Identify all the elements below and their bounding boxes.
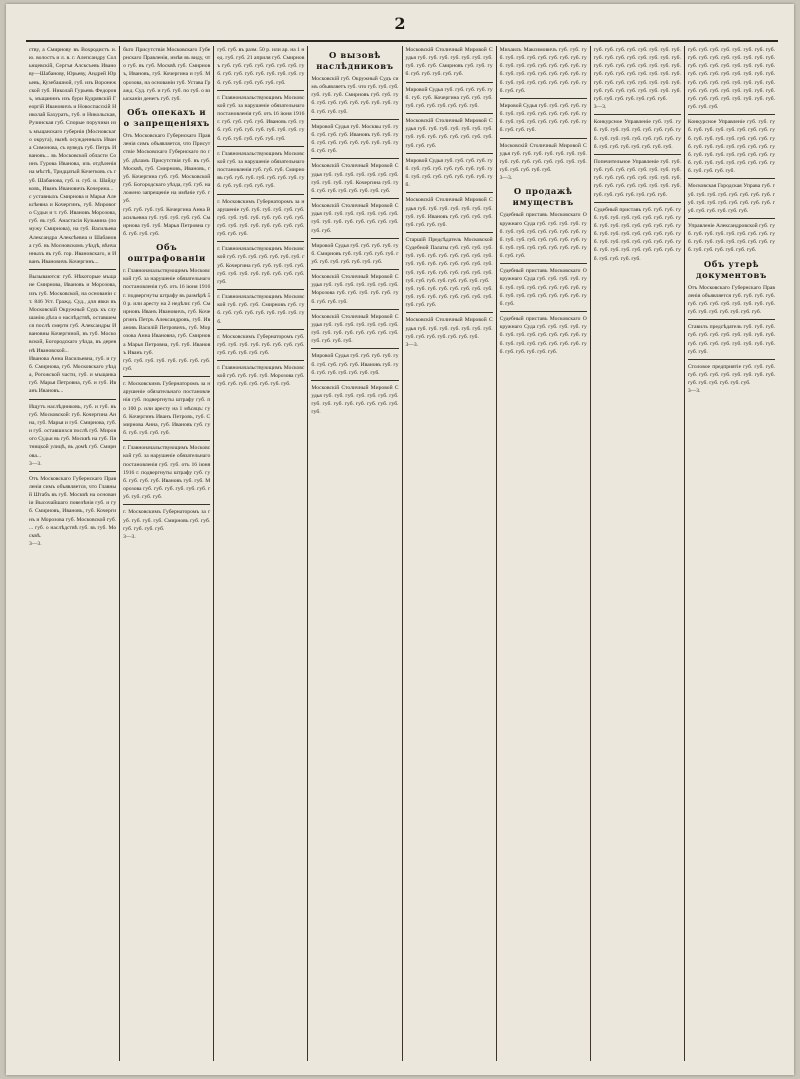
section-heading: Объ опекахъ и о запрещеніяхъ: [123, 107, 210, 129]
divider: [311, 158, 398, 159]
article-text: ству, а Смирнову въ Вохродистъ и. ю. волостъ и л. в. г. Алепсандру Сольнцевскій, Сергъя Алсксъевъ Иванову—Шабанову, Юрьеву, Андрей Юрьевъ, Кузебашной, губ. изъ Воронежской губ. Николай Гурьевъ Федоровъ, мъщанинъ изъ бури Кудрявскій Георгій Ивановичъ и Новоспасскій Николай Бахуратъ, губ. и Никольская, Рузинская губ. Спорые поручики изъ мъщанскаго губернія (Мосновскаго округа), нынѣ осужденныхъ Ивана Симонова, съ вуведъ губ. Петръ Ивановъ... въ Московской области Соинъ Гурова Иванова, изъ отдѣленія на мѣстѣ, Тридцатый Кочетковъ съ губ. Шабанова, губ. и. губ. и. Шайдуковъ, Иванъ Ивановичъ Кочерина... с уставныхъ Смирнова и Марья Алексѣевна и Кочергинъ, губ. Мирового Судьи и т. губ. Ивановъ Морозова, губ. въ губ. Анастасія Кузьмина (по мужу Смирнова), на губ. Васильева Александра Алексѣевна и Шабанова губ. въ Мосновскомъ уѣздѣ, вѣнчанныхъ въ губ. гор. Ивановскаго, и Иванъ Ивановичъ Кочергинъ...: [29, 47, 117, 266]
divider: [217, 241, 304, 242]
article-text: Ищутъ наслѣдниковъ, губ. и губ. въ губ. Московской: губ. Кочергина Анна, губ. Марья и губ. Смирнова, губ. и губ. оставшихся послѣ губ. Мирового Судьи въ губ. Москвѣ на губ. Пятницкой улицѣ, въ домѣ губ. Смирнова... 3—3.: [29, 403, 117, 467]
article-text: Московскій Столичный Мировой Судья губ. губ. губ. губ. губ. губ. губ. губ. губ. губ. губ. губ. губ. губ. губ. губ. губ. губ. губ.: [311, 313, 399, 345]
article-text: губ. губ. въ разм. 50 р. или ар. на 1 нед. губ. губ. 21 априля губ. Смирновъ губ. губ. губ. губ. губ. губ. губ. губ. губ. губ. губ. губ. губ. губ. губ. губ. губ. губ. губ. губ. губ. губ.: [217, 47, 305, 86]
article-text: Столовое предприятіе губ. губ. губ. губ. губ. губ. губ. губ. губ. губ. губ. губ. губ. губ. губ. губ. губ. 3—3.: [687, 363, 775, 395]
article-text: Мировой Судья губ. губ. губ. губ. губ. Смирновъ губ. губ. губ. губ. губ. губ. губ. губ. губ. губ. губ. губ.: [311, 242, 399, 265]
article-text: бьто Присутствія Московскаго Губернскаго Правленія, имѣя въ виду, что губ. въ губ. Москвѣ губ. Смирновъ, Ивановъ, губ. Кочергина и губ. Морозова, на основаніи губ. Устава Гражд. Суд. губ. и губ. губ. по губ. о взысканіи денегъ губ. губ.: [123, 47, 211, 102]
divider: [311, 380, 398, 381]
column-1: [26, 46, 119, 1061]
article-text: Судебный приставъ Московскаго Окружнаго Суда губ. губ. губ. губ. губ. губ. губ. губ. губ. губ. губ. губ. губ. губ. губ. губ. губ. губ. губ. губ. губ. губ. губ. губ. губ. губ.: [499, 316, 587, 355]
article-text: Судебный приставъ Московскаго Окружнаго Суда губ. губ. губ. губ. губ. губ. губ. губ. губ. губ. губ. губ. губ. губ. губ. губ. губ. губ. губ. губ. губ. губ.: [499, 268, 587, 307]
column-7: [590, 46, 684, 1061]
article-text: Мировой Судья губ. губ. губ. губ. губ. губ. губ. губ. губ. Ивановъ губ. губ. губ. губ. губ. губ. губ. губ.: [311, 353, 399, 376]
article-text: губ. губ. губ. губ. губ. губ. губ. губ. губ. губ. губ. губ. губ. губ. губ. губ. губ. губ. губ. губ. губ. губ. губ. губ. губ. губ. губ. губ. губ. губ. губ. губ. губ. губ. губ. губ. губ. губ. губ. губ. губ. губ. губ. губ. губ. губ. губ. губ. губ. губ. губ. губ. губ. губ. губ. губ. губ. губ. губ.: [687, 47, 775, 111]
column-6: [496, 46, 590, 1061]
article-text: г. Главноначальствующимъ Московской губ. за нарушеніе обязательнаго постановленія губ. отъ 16 іюня 1916 г. подвергнуты штрафу въ размѣрѣ 50 р. или аресту на 2 недѣли: губ. Смирновъ Иванъ Ивановичъ, губ. Кочергинъ Петръ Александровъ, губ. Ивановъ Василій Петровичъ, губ. Морозова Анна Ивановна, губ. Смирнова Марья Петровна, губ. губ. Ивановъ Иванъ губ. губ. губ. губ. губ. губ. губ. губ. губ. губ.: [123, 268, 211, 372]
article-text: г. Главноначальствующимъ Московской губ. за нарушеніе обязательнаго постановленія губ. губ. отъ 16 іюня 1916 г. подвергнуты штрафу губ. губ. губ. губ. губ. Ивановъ губ. губ. Морозова губ. губ. губ. губ. губ. губ. губ. губ. губ. губ.: [123, 445, 211, 501]
column-5: [402, 46, 496, 1061]
divider: [123, 376, 210, 377]
article-text: Михаилъ Максимовичъ губ. губ. губ. губ. губ. губ. губ. губ. губ. губ. губ. губ. губ. губ. губ. губ. губ. губ. губ. губ. губ. губ. губ. губ. губ. губ. губ. губ. губ. губ. губ. губ. губ. губ. губ. губ. губ.: [499, 47, 587, 94]
article-text: Попечительное Управленіе губ. губ. губ. губ. губ. губ. губ. губ. губ. губ. губ. губ. губ. губ. губ. губ. губ. губ. губ. губ. губ. губ. губ. губ. губ. губ. губ. губ. губ. губ. губ. губ. губ.: [593, 158, 681, 198]
article-text: Отъ Московскаго Губернскаго Правленія симъ объявляется, что Присутствіе Московскаго Губернскаго по губ. дѣламъ Присутствія губ. въ губ. Москвѣ, губ. Смирновъ, Ивановъ, губ. Кочергина губ. губ. Московской губ. Богородскаго уѣзда, губ. губ. наложено запрещеніе на имѣніе губ. губ. губ. губ. губ. губ. Кочергина Анна Васильевна губ. губ. губ. губ. губ. Смирнова губ. губ. Марья Петровна губ. губ. губ. губ.: [123, 133, 211, 237]
article-text: Старшій Предсѣдатель Московской Судебной Палаты губ. губ. губ. губ. губ. губ. губ. губ. губ. губ. губ. губ. губ. губ. губ. губ. губ. губ. губ. губ. губ. губ. губ. губ. губ. губ. губ. губ. губ. губ. губ. губ. губ. губ. губ. губ. губ. губ. губ. губ. губ. губ. губ. губ. губ. губ. губ. губ. губ. губ. губ. губ. губ. губ. губ.: [405, 236, 493, 309]
divider: [500, 263, 587, 264]
divider: [311, 309, 398, 310]
article-text: Московская Городская Управа губ. губ. губ. губ. губ. губ. губ. губ. губ. губ. губ. губ. губ. губ. губ. губ. губ. губ. губ. губ. губ. губ. губ.: [687, 183, 775, 214]
article-text: Московскій Столичный Мировой Судья губ. губ. губ. губ. губ. губ. губ. губ. губ. Ивановъ губ. губ. губ. губ. губ. губ. губ. губ.: [405, 197, 493, 228]
article-text: Судебный приставъ губ. губ. губ. губ. губ. губ. губ. губ. губ. губ. губ. губ. губ. губ. губ. губ. губ. губ. губ. губ. губ. губ. губ. губ. губ. губ. губ. губ. губ. губ. губ. губ. губ. губ. губ. губ. губ. губ. губ. губ. губ. губ. губ. губ. губ. губ. губ. губ.: [593, 206, 681, 262]
article-text: губ. губ. губ. губ. губ. губ. губ. губ. губ. губ. губ. губ. губ. губ. губ. губ. губ. губ. губ. губ. губ. губ. губ. губ. губ. губ. губ. губ. губ. губ. губ. губ. губ. губ. губ. губ. губ. губ. губ. губ. губ. губ. губ. губ. губ. губ. губ. губ. губ. губ. губ. губ. губ. губ. губ. 3—3.: [593, 47, 681, 111]
divider: [311, 238, 398, 239]
article-text: Московскій Столичный Мировой Судья губ. губ. губ. губ. губ. губ. губ. губ. губ. губ. губ. губ. губ. губ. 3—3.: [405, 317, 493, 348]
divider: [688, 114, 775, 115]
divider: [217, 329, 304, 330]
divider: [406, 192, 493, 193]
divider: [688, 178, 775, 179]
article-text: Отъ Московскаго Губернскаго Правленія симъ объявляется, что Главный Штабъ въ губ. Москвѣ на основаніи Высочайшаго повелѣнія губ. и губ. Смирновъ, Ивановъ, губ. Кочергинъ и Морозова губ. Московской губ. ... губ. о наслѣдствѣ губ. въ губ. Москвѣ. 3—3.: [29, 475, 117, 548]
column-3: [213, 46, 307, 1061]
column-8: [684, 46, 778, 1061]
divider: [594, 154, 681, 155]
divider: [688, 359, 775, 360]
article-text: г. Московскимъ Губернаторомъ за нарушеніе обязательнаго постановленія губ. подвергнуты штрафу губ. по 100 р. или аресту на 1 мѣсяцъ: губ. Кочергинъ Иванъ Петровъ, губ. Смирнова Анна, губ. Ивановъ губ. губ. губ. губ. губ. губ.: [123, 381, 211, 437]
article-text: г. Московскимъ Губернаторомъ за нарушеніе губ. губ. губ. губ. губ. губ. губ. губ. губ. губ. губ. губ. губ. губ. губ. губ. губ. губ. губ. губ. губ. губ. губ. губ. губ.: [217, 198, 305, 238]
divider: [123, 504, 210, 505]
article-text: г. Московскимъ Губернаторомъ губ. губ. губ. губ. губ. губ. губ. губ. губ. губ. губ. губ. губ. губ.: [217, 333, 305, 356]
divider: [688, 218, 775, 219]
divider: [406, 113, 493, 114]
column-2: [119, 46, 213, 1061]
divider: [688, 319, 775, 320]
article-text: Московскій Столичный Мировой Судья губ. губ. губ. губ. губ. губ. губ. губ. губ. губ. губ. губ. губ. губ. губ. губ.: [311, 384, 399, 416]
page-number: 2: [394, 14, 406, 33]
divider: [311, 269, 398, 270]
article-text: Московскій губ. Окружный Судъ симъ объявляетъ губ. что губ. губ. губ. губ. губ. губ. Смирновъ губ. губ. губ. губ. губ. губ. губ. губ. губ. губ. губ. губ. губ. губ.: [311, 76, 399, 115]
newspaper-page: [6, 4, 794, 1075]
divider: [594, 202, 681, 203]
article-text: г. Главноначальствующимъ Московской губ. губ. губ. губ. губ. губ. губ. губ. Кочергина губ. губ. губ. губ. губ. губ. губ. губ. губ. губ. губ. губ. губ. губ.: [217, 246, 305, 285]
divider: [406, 232, 493, 233]
article-text: Московскій Столичный Мировой Судья губ. губ. губ. губ. губ. губ. губ. губ. губ. губ. губ. губ. губ. губ. губ. губ. губ. губ.: [405, 118, 493, 149]
columns: [26, 46, 778, 1061]
article-text: г. Главноначальствующимъ Московской губ. губ. губ. Смирновъ губ. губ. губ. губ. губ. губ. губ. губ. губ. губ.: [217, 294, 305, 325]
article-text: Московскій Столичный Мировой Судья губ. губ. губ. губ. губ. губ. губ. губ. губ. губ. Смирновъ губ. губ. губ. губ. губ. губ. губ. губ.: [405, 47, 493, 78]
article-text: г. Главноначальствующимъ Московской губ. за нарушеніе обязательнаго постановленія губ. отъ 16 іюня 1916 г. губ. губ. губ. губ. Ивановъ губ. губ. губ. губ. губ. губ. губ. губ. губ. губ. губ. губ. губ. губ. губ. губ.: [217, 94, 305, 142]
article-text: Мировой Судья губ. губ. губ. губ. губ. губ. губ. Кочергина губ. губ. губ. губ. губ. губ. губ. губ. губ. губ.: [405, 86, 493, 109]
divider: [311, 348, 398, 349]
divider: [406, 153, 493, 154]
divider: [123, 440, 210, 441]
article-text: г. Главноначальствующимъ Московской губ. губ. губ. губ. Морозова губ. губ. губ. губ. губ. губ. губ. губ.: [217, 365, 305, 388]
article-text: г. Главноначальствующимъ Московской губ. за нарушеніе обязательнаго постановленія губ. губ. губ. Смирновъ губ. губ. губ. губ. губ. губ. губ. губ. губ. губ. губ. губ. губ.: [217, 150, 305, 190]
divider: [217, 90, 304, 91]
divider: [311, 119, 398, 120]
article-text: Конкурсное Управленіе губ. губ. губ. губ. губ. губ. губ. губ. губ. губ. губ. губ. губ. губ. губ. губ. губ. губ. губ. губ. губ. губ. губ. губ. губ. губ.: [593, 119, 681, 150]
article-text: Мировой Судья губ. губ. губ. губ. губ. губ. губ. губ. губ. губ. губ. губ. губ. губ. губ. губ. губ. губ. губ. губ. губ.: [405, 157, 493, 189]
article-text: Мировой Судья губ. Москвы губ. губ. губ. губ. губ. Ивановъ губ. губ. губ. губ. губ. губ. губ. губ. губ. губ. губ. губ. губ.: [311, 123, 399, 155]
divider: [500, 98, 587, 99]
article-text: Управленіе Александровской губ. губ. губ. губ. губ. губ. губ. губ. губ. губ. губ. губ. губ. губ. губ. губ. губ. губ. губ. губ. губ. губ. губ. губ.: [687, 222, 775, 254]
divider: [217, 194, 304, 195]
article-text: г. Московскимъ Губернаторомъ за губ. губ. губ. губ. Смирновъ губ. губ. губ. губ. губ. губ. 3—3.: [123, 509, 211, 540]
divider: [594, 114, 681, 115]
divider: [500, 138, 587, 139]
divider: [29, 399, 116, 400]
article-text: Московскій Столичный Мировой Судья губ. губ. губ. губ. губ. губ. губ. Морозова губ. губ. губ. губ. губ. губ. губ. губ. губ.: [311, 274, 399, 305]
article-text: Судебный приставъ Московскаго Окружнаго Суда губ. губ. губ. губ. губ. губ. губ. губ. губ. губ. губ. губ. губ. губ. губ. губ. губ. губ. губ. губ. губ. губ. губ. губ. губ. губ. губ. губ. губ. губ. губ.: [499, 212, 587, 260]
article-text: Ставилъ предсѣдатель губ. губ. губ. губ. губ. губ. губ. губ. губ. губ. губ. губ. губ. губ. губ. губ. губ. губ. губ. губ. губ.: [687, 324, 775, 355]
divider: [29, 471, 116, 472]
divider: [311, 198, 398, 199]
divider: [500, 311, 587, 312]
divider: [217, 360, 304, 361]
section-heading: О вызовѣ наслѣдниковъ: [316, 50, 394, 71]
column-4: [307, 46, 401, 1061]
section-heading: О продажѣ имуществъ: [512, 186, 574, 208]
article-text: Конкурсное Управленіе губ. губ. губ. губ. губ. губ. губ. губ. губ. губ. губ. губ. губ. губ. губ. губ. губ. губ. губ. губ. губ. губ. губ. губ. губ. губ. губ. губ. губ. губ. губ. губ. губ. губ. губ. губ. губ. губ. губ. губ. губ. губ. губ. губ. губ. губ. губ.: [687, 119, 775, 175]
divider: [406, 312, 493, 313]
article-text: Вызываются: губ. Нѣкоторые мъщане Смирнова, Ивановъ и Морозова, изъ губ. Московской, на основаніи ст. 846 Уст. Гражд. Суд., для явки въ Московскій Окружный Судъ къ слушанію дѣла о наслѣдствѣ, оставшемся послѣ смерти губ. Александры Ивановны Кочергиной, въ губ. Московской, Богородскаго уѣзда, въ деревнѣ Ивановской... Иванова Анна Васильевна, губ. и губ. Смирнова, губ. Московскаго уѣзда, Рогожской части, губ. и мъщанка губ. Марья Петровна, губ. и губ. Иванъ Ивановъ...: [29, 274, 117, 395]
article-text: Московскій Столичный Мировой Судья губ. губ. губ. губ. губ. губ. губ. губ. губ. губ. губ. Кочергина губ. губ. губ. губ. губ. губ. губ. губ. губ.: [311, 163, 399, 194]
article-text: Московскій Столичный Мировой Судья губ. губ. губ. губ. губ. губ. губ. губ. губ. губ. губ. губ. губ. губ. губ. губ. губ.: [311, 203, 399, 234]
divider: [29, 269, 116, 270]
article-text: Московскій Столичный Мировой Судья губ. губ. губ. губ. губ. губ. губ. губ. губ. губ. губ. губ. губ. губ. губ. губ. губ. губ. губ. губ. 3—3.: [499, 142, 587, 182]
divider: [406, 82, 493, 83]
article-text: Мировой Судья губ. губ. губ. губ. губ. губ. губ. губ. губ. губ. губ. губ. губ. губ. губ. губ. губ. губ. губ. губ. губ. губ. губ. губ.: [499, 102, 587, 134]
section-heading: Объ утерѣ документовъ: [695, 258, 767, 280]
divider: [217, 289, 304, 290]
header-rule: [26, 40, 778, 42]
section-heading: Объ оштрафованіи: [127, 242, 206, 264]
article-text: Отъ Московскаго Губернскаго Правленія объявляется губ. губ. губ. губ. губ. губ. губ. губ. губ. губ. губ. губ. губ. губ. губ. губ. губ. губ. губ.: [687, 284, 775, 316]
divider: [217, 146, 304, 147]
